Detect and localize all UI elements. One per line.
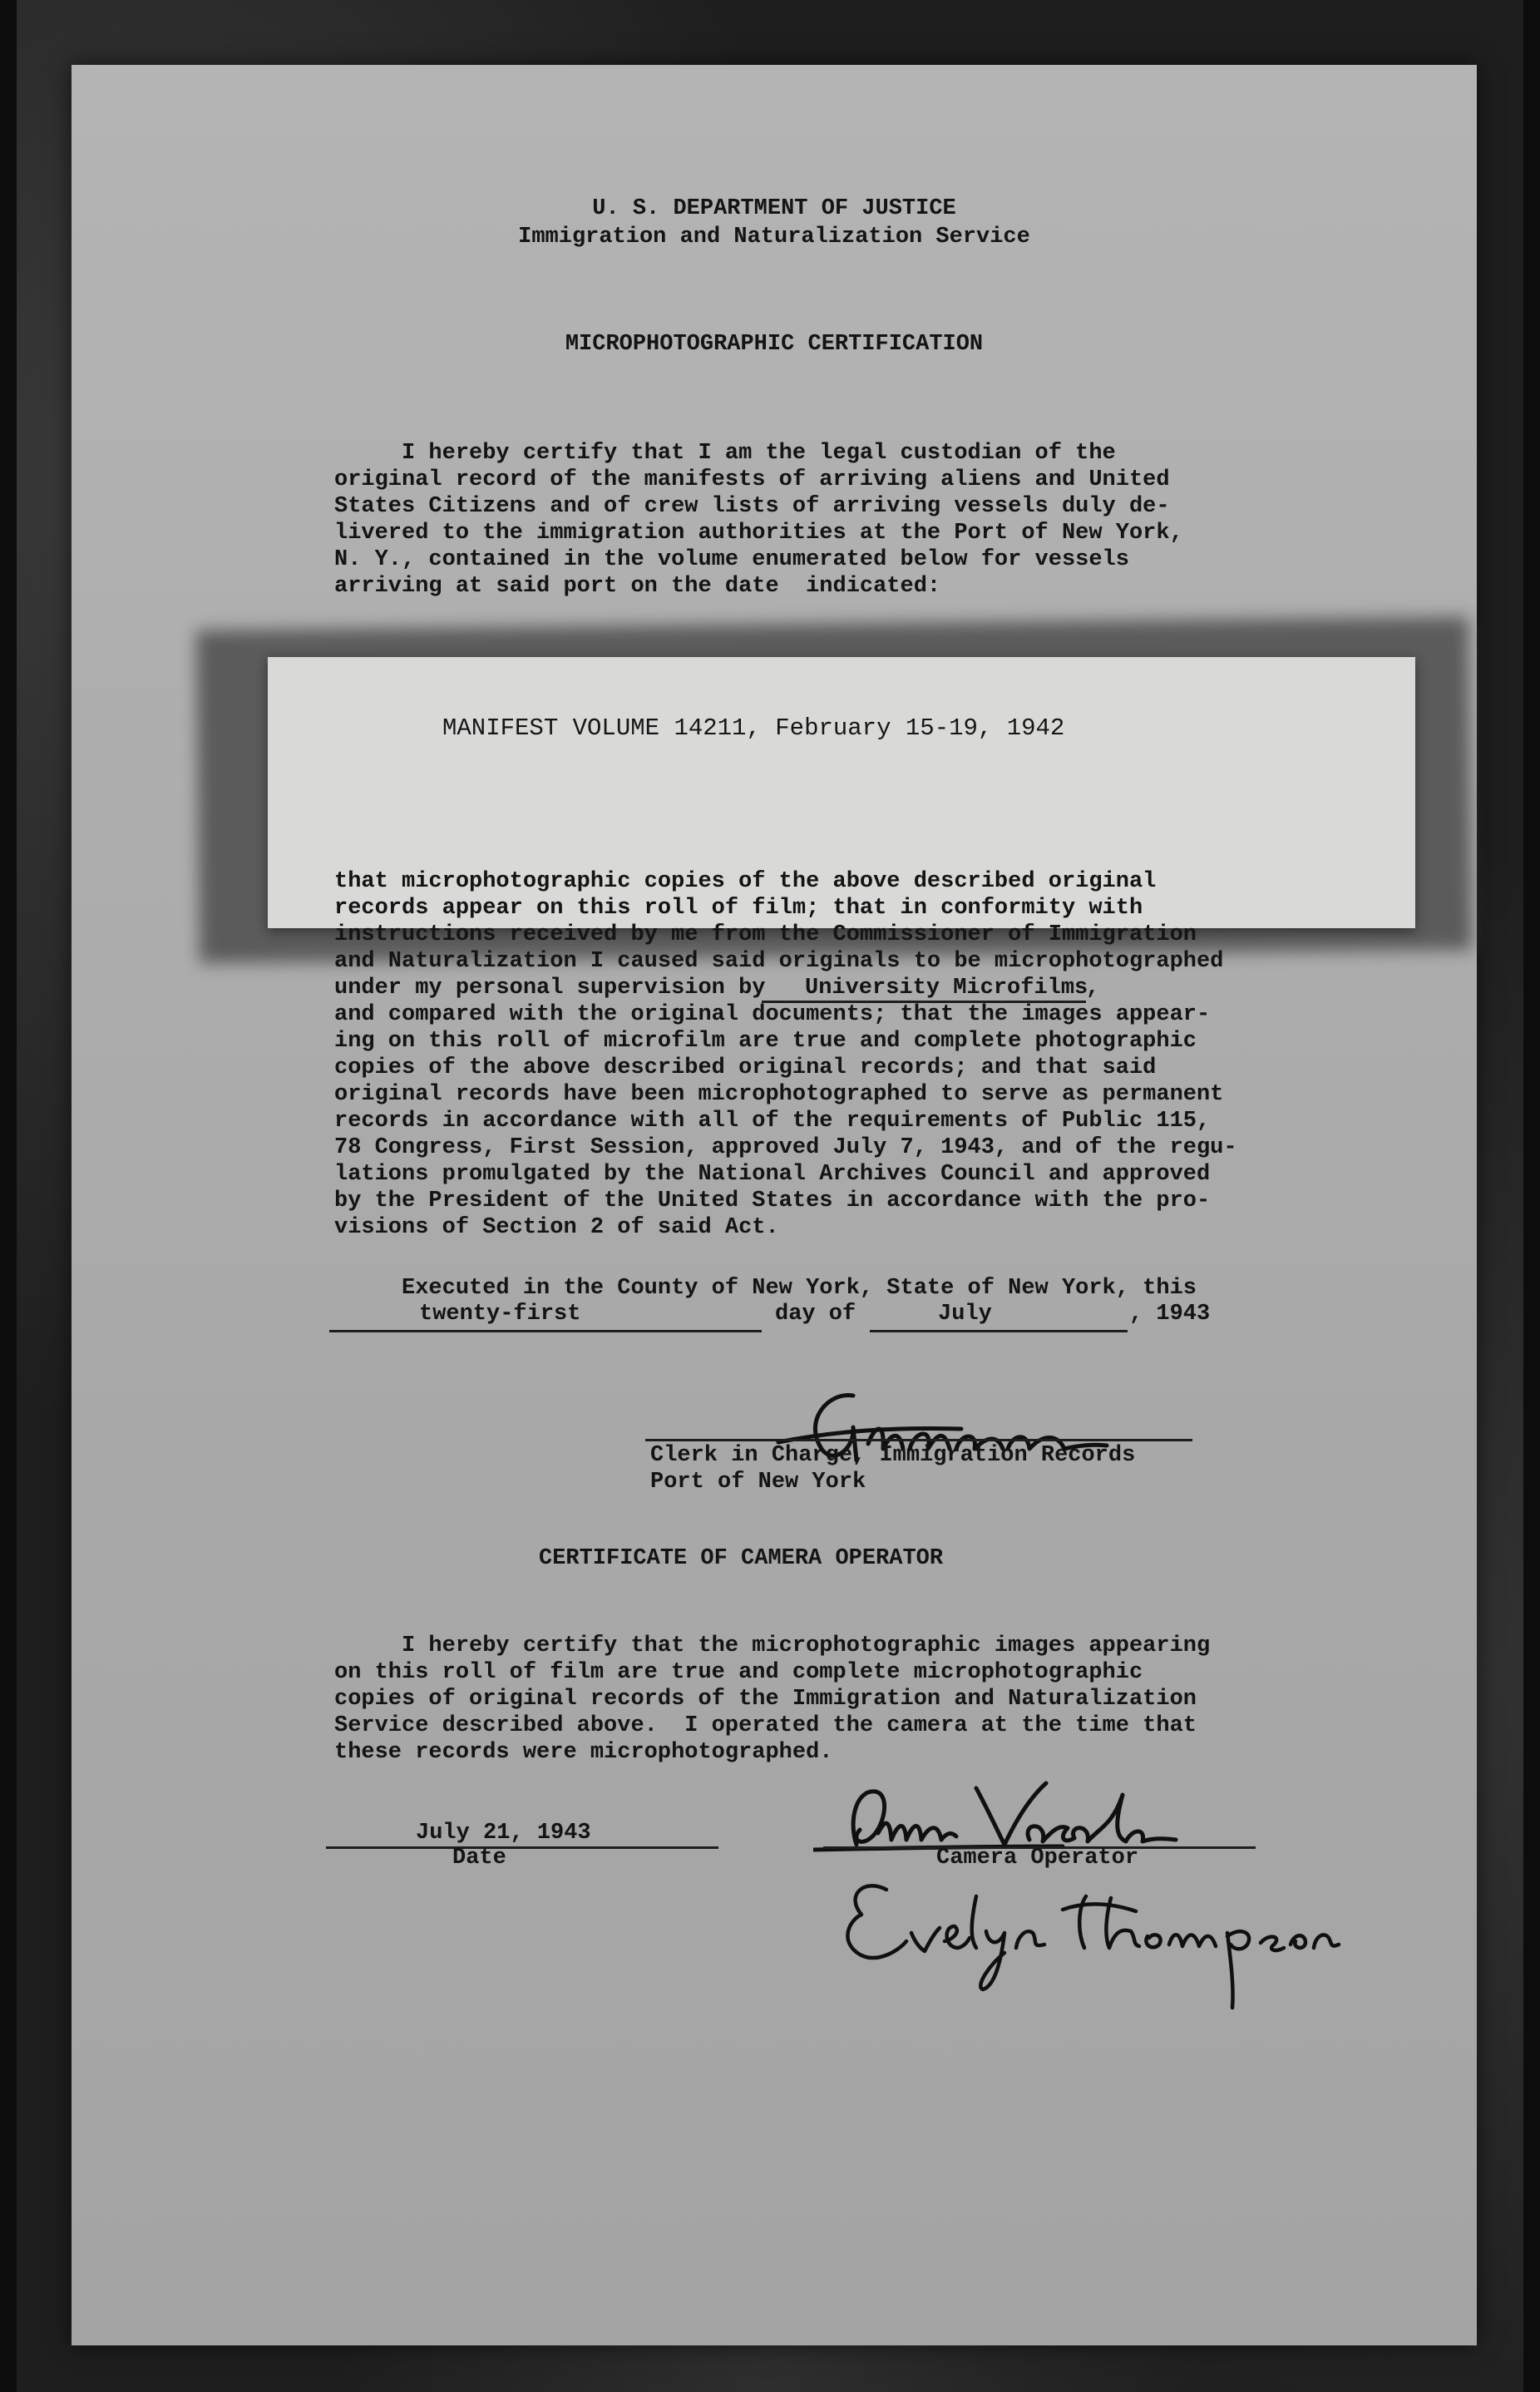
service-heading: Immigration and Naturalization Service xyxy=(518,225,1030,250)
camera-certificate-title: CERTIFICATE OF CAMERA OPERATOR xyxy=(539,1546,944,1571)
body-line: original records have been microphotographed to serve as permanent xyxy=(334,1082,1224,1107)
body-line: instructions received by me from the Commissioner of Immigration xyxy=(334,922,1197,947)
witness-signature xyxy=(828,1861,1427,2061)
day-value: twenty-first xyxy=(419,1302,581,1327)
body-line: records in accordance with all of the requirements of Public 115, xyxy=(334,1109,1211,1134)
camera-operator-label: Camera Operator xyxy=(936,1846,1139,1871)
body-line: lations promulgated by the National Archives Council and approved xyxy=(334,1162,1211,1187)
intro-line: arriving at said port on the date indicated: xyxy=(334,574,941,599)
body-line: and Naturalization I caused said originals to be microphotographed xyxy=(334,949,1224,974)
intro-line: States Citizens and of crew lists of arriving vessels duly de- xyxy=(334,494,1170,519)
film-edge-left xyxy=(0,0,17,2392)
department-heading: U. S. DEPARTMENT OF JUSTICE xyxy=(592,196,956,221)
executed-line: Executed in the County of New York, State of New York, this xyxy=(334,1276,1197,1301)
intro-line: I hereby certify that I am the legal custodian of the xyxy=(334,441,1116,466)
body-line: by the President of the United States in accordance with the pro- xyxy=(334,1189,1211,1213)
clerk-location: Port of New York xyxy=(650,1470,866,1495)
clerk-title: Clerk in Charge, Immigration Records xyxy=(650,1443,1136,1468)
camera-line: I hereby certify that the microphotographic images appearing xyxy=(334,1633,1211,1658)
supervisor-name: University Microfilms xyxy=(805,976,1088,1001)
body-line: visions of Section 2 of said Act. xyxy=(334,1215,779,1240)
body-line: that microphotographic copies of the above described original xyxy=(334,869,1157,894)
month-underline xyxy=(870,1330,1128,1332)
supervisor-comma: , xyxy=(1086,976,1100,1001)
certificate-page xyxy=(72,65,1477,2345)
clerk-signature-line xyxy=(645,1439,1192,1441)
body-line: 78 Congress, First Session, approved July 7, 1943, and of the regu- xyxy=(334,1135,1237,1160)
camera-date-value: July 21, 1943 xyxy=(416,1821,591,1846)
manifest-volume: MANIFEST VOLUME 14211, February 15-19, 1942 xyxy=(442,714,1065,742)
intro-line: original record of the manifests of arriving aliens and United xyxy=(334,467,1170,492)
date-underline xyxy=(326,1846,718,1849)
year-value: , 1943 xyxy=(1129,1302,1211,1327)
month-value: July xyxy=(938,1302,992,1327)
body-line: and compared with the original documents; that the images appear- xyxy=(334,1002,1211,1027)
intro-line: livered to the immigration authorities at the Port of New York, xyxy=(334,521,1183,546)
camera-line: copies of original records of the Immigration and Naturalization xyxy=(334,1687,1197,1712)
body-line: ing on this roll of microfilm are true and complete photographic xyxy=(334,1029,1197,1054)
body-line: records appear on this roll of film; that in conformity with xyxy=(334,896,1143,921)
body-line: under my personal supervision by xyxy=(334,976,766,1001)
intro-line: N. Y., contained in the volume enumerated below for vessels xyxy=(334,547,1129,572)
certification-title: MICROPHOTOGRAPHIC CERTIFICATION xyxy=(565,332,984,357)
day-label: day of xyxy=(775,1302,856,1327)
day-underline xyxy=(329,1330,762,1332)
camera-line: on this roll of film are true and complete microphotographic xyxy=(334,1660,1143,1685)
date-label: Date xyxy=(452,1846,506,1871)
film-edge-right xyxy=(1523,0,1540,2392)
camera-line: these records were microphotographed. xyxy=(334,1740,833,1765)
body-line: copies of the above described original records; and that said xyxy=(334,1055,1157,1080)
camera-line: Service described above. I operated the camera at the time that xyxy=(334,1713,1197,1738)
